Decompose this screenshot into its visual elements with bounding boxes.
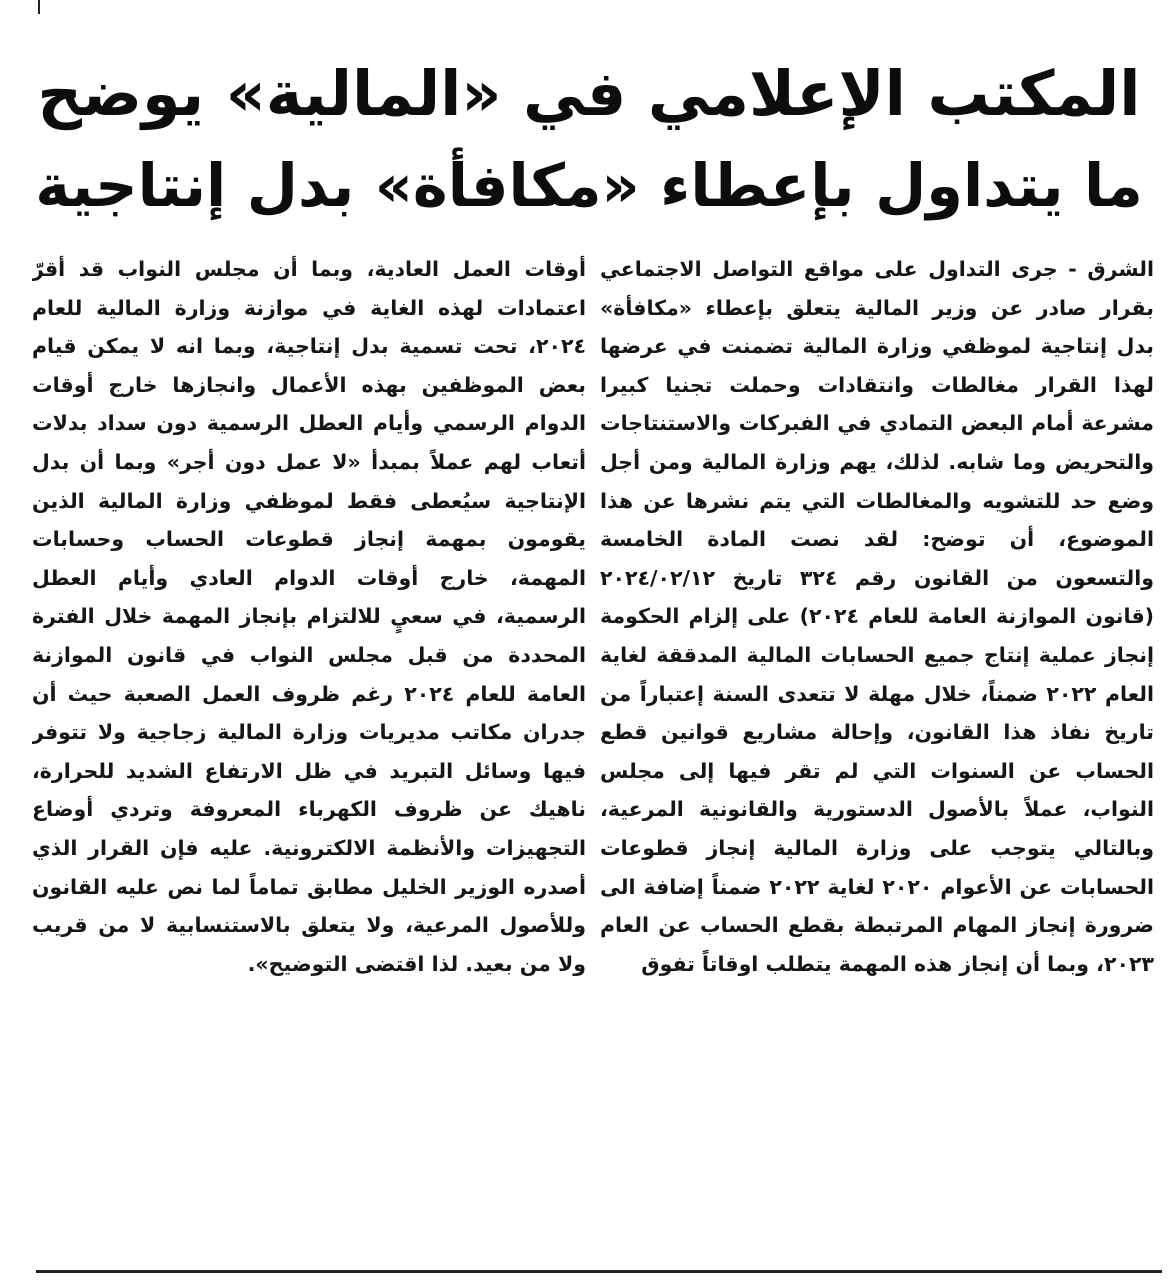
article-body <box>32 250 1154 1260</box>
headline-line-1: المكتب الإعلامي في «المالية» يوضح <box>37 57 1141 130</box>
article-column-left <box>32 250 586 1260</box>
column-right-text: الشرق - جرى التداول على مواقع التواصل الاجتماعي بقرار صادر عن وزير المالية يتعلق بإعطاء «مكافأة» بدل إنتاجية لموظفي وزارة المالية تضمنت في عرضها لهذا القرار مغالطات وانتقادات وحملت تجنيا كبيرا مشرعة أمام البعض التمادي في الفبركات والاستنتاجات والتحريض وما شابه. لذلك، يهم وزارة المالية ومن أجل وضع حد للتشويه والمغالطات التي يتم نشرها عن هذا الموضوع، أن توضح: لقد نصت المادة الخامسة والتسعون من القانون رقم ٣٢٤ تاريخ ٢٠٢٤/٠٢/١٢ (قانون الموازنة العامة للعام ٢٠٢٤) على إلزام الحكومة إنجاز عملية إنتاج جميع الحسابات المالية المدققة لغاية العام ٢٠٢٢ ضمناً، خلال مهلة لا تتعدى السنة إعتباراً من تاريخ نفاذ هذا القانون، وإحالة مشاريع قوانين قطع الحساب عن السنوات التي لم تقر فيها إلى مجلس النواب، عملاً بالأصول الدستورية والقانونية المرعية، وبالتالي يتوجب على وزارة المالية إنجاز قطوعات الحسابات عن الأعوام ٢٠٢٠ لغاية ٢٠٢٢ ضمناً إضافة الى ضرورة إنجاز المهام المرتبطة بقطع الحساب عن العام ٢٠٢٣، وبما أن إنجاز هذه المهمة يتطلب اوقاتاً تفوق <box>600 257 1154 976</box>
bottom-rule <box>36 1270 1162 1273</box>
headline-line-2: ما يتداول بإعطاء «مكافأة» بدل إنتاجية <box>35 151 1143 220</box>
article-headline <box>30 48 1148 232</box>
column-left-text: أوقات العمل العادية، وبما أن مجلس النواب قد أقرّ اعتمادات لهذه الغاية في موازنة وزارة المالية للعام ٢٠٢٤، تحت تسمية بدل إنتاجية، وبما انه لا يمكن قيام بعض الموظفين بهذه الأعمال وانجازها خارج أوقات الدوام الرسمي وأيام العطل الرسمية دون سداد بدلات أتعاب لهم عملاً بمبدأ «لا عمل دون أجر» وبما أن بدل الإنتاجية سيُعطى فقط لموظفي وزارة المالية الذين يقومون بمهمة إنجاز قطوعات الحساب وحسابات المهمة، خارج أوقات الدوام العادي وأيام العطل الرسمية، في سعيٍ للالتزام بإنجاز المهمة خلال الفترة المحددة من قبل مجلس النواب في قانون الموازنة العامة للعام ٢٠٢٤ رغم ظروف العمل الصعبة حيث أن جدران مكاتب مديريات وزارة المالية زجاجية ولا تتوفر فيها وسائل التبريد في ظل الارتفاع الشديد للحرارة، ناهيك عن ظروف الكهرباء المعروفة وتردي أوضاع التجهيزات والأنظمة الالكترونية. عليه فإن القرار الذي أصدره الوزير الخليل مطابق تماماً لما نص عليه القانون وللأصول المرعية، ولا يتعلق بالاستنسابية لا من قريب ولا من بعيد. لذا اقتضى التوضيح». <box>32 257 586 976</box>
top-edge-mark <box>38 0 40 14</box>
article-column-right <box>600 250 1154 1260</box>
